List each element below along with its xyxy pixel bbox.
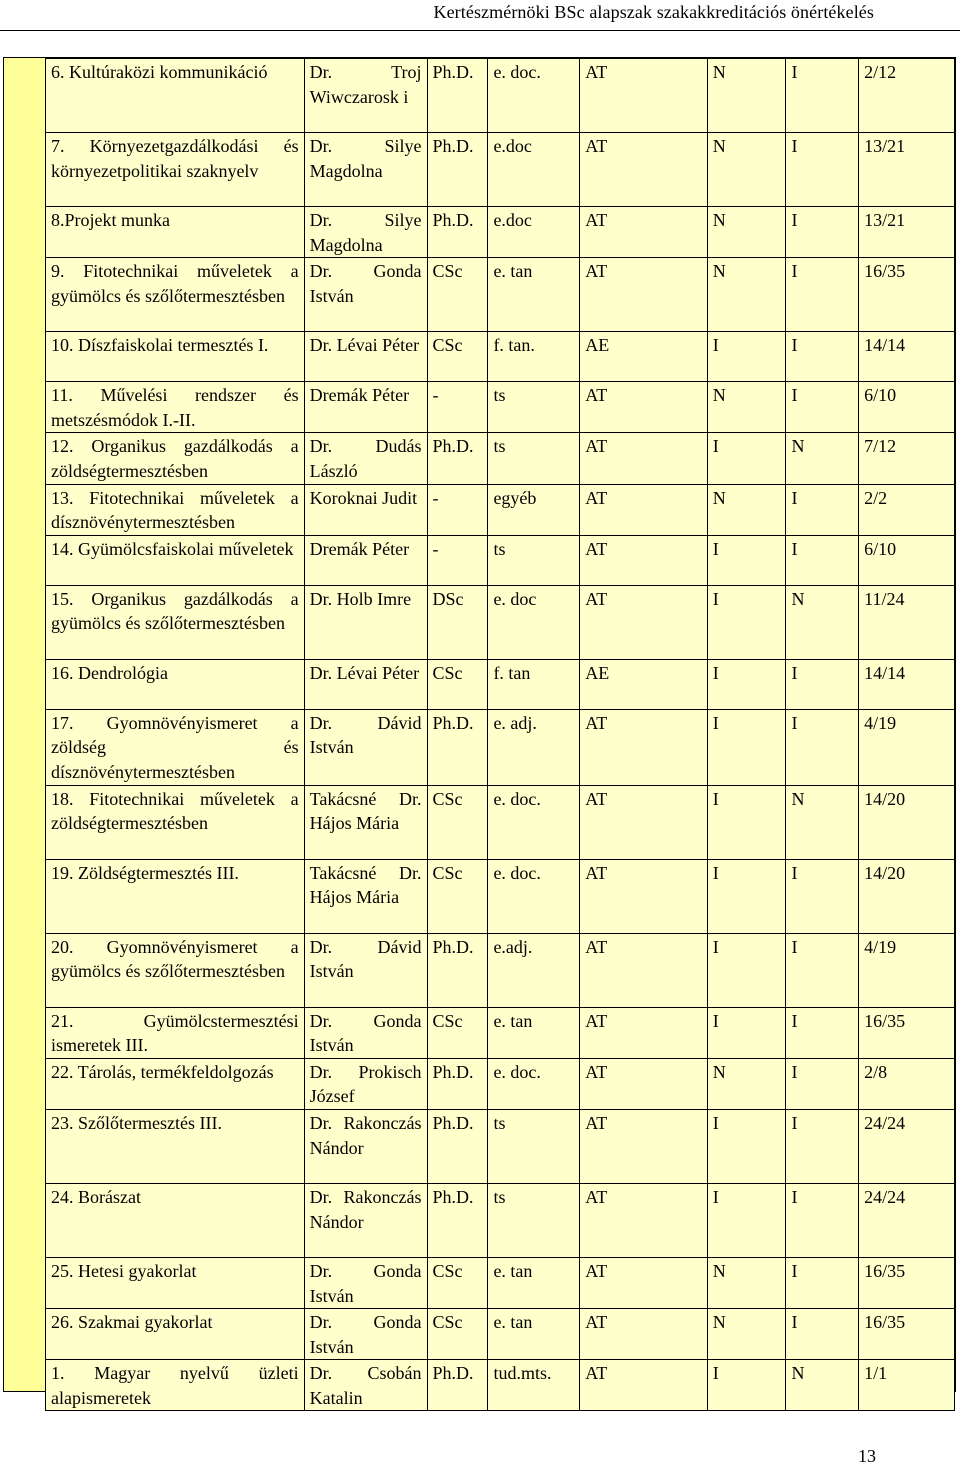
load-cell: 16/35 bbox=[859, 258, 955, 332]
status-cell: AT bbox=[580, 1257, 707, 1308]
teacher-cell: Dr. Silye Magdolna bbox=[304, 207, 427, 258]
flag-cell-a: I bbox=[707, 1183, 786, 1257]
page-number: 13 bbox=[858, 1446, 876, 1466]
position-type-cell: e. tan bbox=[488, 1309, 580, 1360]
flag-cell-a: N bbox=[707, 1257, 786, 1308]
course-cell: 8.Projekt munka bbox=[46, 207, 305, 258]
position-type-cell: e.doc bbox=[488, 207, 580, 258]
status-cell: AT bbox=[580, 785, 707, 859]
table-row bbox=[46, 1257, 955, 1308]
flag-cell-b: I bbox=[786, 1309, 859, 1360]
flag-cell-a: N bbox=[707, 1058, 786, 1109]
table-row bbox=[46, 1058, 955, 1109]
position-type-cell: ts bbox=[488, 1109, 580, 1183]
status-cell: AT bbox=[580, 585, 707, 659]
course-cell: 10. Díszfaiskolai termesztés I. bbox=[46, 332, 305, 382]
degree-cell: - bbox=[427, 484, 488, 535]
status-cell: AT bbox=[580, 207, 707, 258]
course-cell: 20. Gyomnövényismeret a gyümölcs és szőlőtermesztésben bbox=[46, 933, 305, 1007]
course-table bbox=[45, 58, 955, 1411]
teacher-cell: Takácsné Dr. Hájos Mária bbox=[304, 785, 427, 859]
course-cell: 12. Organikus gazdálkodás a zöldségtermesztésben bbox=[46, 433, 305, 484]
position-type-cell: e.adj. bbox=[488, 933, 580, 1007]
position-type-cell: e. tan bbox=[488, 1007, 580, 1058]
course-cell: 23. Szőlőtermesztés III. bbox=[46, 1109, 305, 1183]
course-cell: 15. Organikus gazdálkodás a gyümölcs és szőlőtermesztésben bbox=[46, 585, 305, 659]
teacher-cell: Dremák Péter bbox=[304, 382, 427, 433]
course-cell: 21. Gyümölcstermesztési ismeretek III. bbox=[46, 1007, 305, 1058]
flag-cell-b: I bbox=[786, 859, 859, 933]
degree-cell: Ph.D. bbox=[427, 59, 488, 133]
flag-cell-a: I bbox=[707, 1360, 786, 1411]
flag-cell-b: I bbox=[786, 59, 859, 133]
flag-cell-a: I bbox=[707, 332, 786, 382]
flag-cell-b: I bbox=[786, 1058, 859, 1109]
load-cell: 14/20 bbox=[859, 859, 955, 933]
status-cell: AT bbox=[580, 933, 707, 1007]
flag-cell-b: I bbox=[786, 1109, 859, 1183]
position-type-cell: e. doc. bbox=[488, 1058, 580, 1109]
table-row bbox=[46, 207, 955, 258]
degree-cell: - bbox=[427, 535, 488, 585]
degree-cell: CSc bbox=[427, 785, 488, 859]
table-row bbox=[46, 1109, 955, 1183]
flag-cell-a: I bbox=[707, 933, 786, 1007]
teacher-cell: Dr. Lévai Péter bbox=[304, 332, 427, 382]
position-type-cell: f. tan bbox=[488, 659, 580, 709]
teacher-cell: Dr. Gonda István bbox=[304, 1007, 427, 1058]
table-row bbox=[46, 59, 955, 133]
position-type-cell: e. doc. bbox=[488, 785, 580, 859]
flag-cell-b: I bbox=[786, 659, 859, 709]
table-row bbox=[46, 332, 955, 382]
position-type-cell: tud.mts. bbox=[488, 1360, 580, 1411]
flag-cell-a: N bbox=[707, 382, 786, 433]
teacher-cell: Dr. Gonda István bbox=[304, 1309, 427, 1360]
course-cell: 14. Gyümölcsfaiskolai műveletek bbox=[46, 535, 305, 585]
flag-cell-b: I bbox=[786, 709, 859, 785]
position-type-cell: ts bbox=[488, 535, 580, 585]
course-cell: 26. Szakmai gyakorlat bbox=[46, 1309, 305, 1360]
flag-cell-b: I bbox=[786, 258, 859, 332]
course-table-frame bbox=[3, 57, 956, 1408]
degree-cell: CSc bbox=[427, 659, 488, 709]
flag-cell-b: N bbox=[786, 785, 859, 859]
load-cell: 16/35 bbox=[859, 1257, 955, 1308]
table-row bbox=[46, 535, 955, 585]
load-cell: 7/12 bbox=[859, 433, 955, 484]
flag-cell-b: I bbox=[786, 1183, 859, 1257]
flag-cell-b: I bbox=[786, 133, 859, 207]
teacher-cell: Dr. Dávid István bbox=[304, 933, 427, 1007]
status-cell: AT bbox=[580, 859, 707, 933]
degree-cell: Ph.D. bbox=[427, 1360, 488, 1411]
degree-cell: Ph.D. bbox=[427, 709, 488, 785]
degree-cell: Ph.D. bbox=[427, 1183, 488, 1257]
load-cell: 14/20 bbox=[859, 785, 955, 859]
teacher-cell: Koroknai Judit bbox=[304, 484, 427, 535]
status-cell: AT bbox=[580, 1007, 707, 1058]
status-cell: AT bbox=[580, 1058, 707, 1109]
table-row bbox=[46, 133, 955, 207]
table-row bbox=[46, 484, 955, 535]
load-cell: 24/24 bbox=[859, 1183, 955, 1257]
position-type-cell: ts bbox=[488, 1183, 580, 1257]
position-type-cell: egyéb bbox=[488, 484, 580, 535]
flag-cell-a: N bbox=[707, 484, 786, 535]
course-cell: 22. Tárolás, termékfeldolgozás bbox=[46, 1058, 305, 1109]
load-cell: 2/12 bbox=[859, 59, 955, 133]
degree-cell: CSc bbox=[427, 332, 488, 382]
degree-cell: Ph.D. bbox=[427, 207, 488, 258]
status-cell: AT bbox=[580, 382, 707, 433]
table-row bbox=[46, 709, 955, 785]
teacher-cell: Dr. Gonda István bbox=[304, 258, 427, 332]
load-cell: 16/35 bbox=[859, 1007, 955, 1058]
course-cell: 16. Dendrológia bbox=[46, 659, 305, 709]
position-type-cell: ts bbox=[488, 433, 580, 484]
flag-cell-b: N bbox=[786, 1360, 859, 1411]
flag-cell-a: N bbox=[707, 1309, 786, 1360]
course-cell: 25. Hetesi gyakorlat bbox=[46, 1257, 305, 1308]
degree-cell: Ph.D. bbox=[427, 1109, 488, 1183]
teacher-cell: Dr. Dávid István bbox=[304, 709, 427, 785]
flag-cell-b: I bbox=[786, 933, 859, 1007]
flag-cell-a: I bbox=[707, 659, 786, 709]
table-row bbox=[46, 659, 955, 709]
status-cell: AT bbox=[580, 1109, 707, 1183]
load-cell: 2/8 bbox=[859, 1058, 955, 1109]
course-cell: 1. Magyar nyelvű üzleti alapismeretek bbox=[46, 1360, 305, 1411]
position-type-cell: ts bbox=[488, 382, 580, 433]
teacher-cell: Dr. Csobán Katalin bbox=[304, 1360, 427, 1411]
status-cell: AT bbox=[580, 258, 707, 332]
flag-cell-b: I bbox=[786, 207, 859, 258]
flag-cell-b: N bbox=[786, 433, 859, 484]
flag-cell-a: I bbox=[707, 709, 786, 785]
flag-cell-a: N bbox=[707, 133, 786, 207]
teacher-cell: Dr. Prokisch József bbox=[304, 1058, 427, 1109]
table-row bbox=[46, 1183, 955, 1257]
course-cell: 7. Környezetgazdálkodási és környezetpolitikai szaknyelv bbox=[46, 133, 305, 207]
position-type-cell: e. tan bbox=[488, 258, 580, 332]
position-type-cell: e. doc. bbox=[488, 859, 580, 933]
load-cell: 11/24 bbox=[859, 585, 955, 659]
load-cell: 14/14 bbox=[859, 332, 955, 382]
flag-cell-a: N bbox=[707, 207, 786, 258]
teacher-cell: Dremák Péter bbox=[304, 535, 427, 585]
status-cell: AE bbox=[580, 659, 707, 709]
status-cell: AT bbox=[580, 1309, 707, 1360]
degree-cell: CSc bbox=[427, 1309, 488, 1360]
flag-cell-a: N bbox=[707, 258, 786, 332]
degree-cell: Ph.D. bbox=[427, 1058, 488, 1109]
flag-cell-b: I bbox=[786, 1007, 859, 1058]
teacher-cell: Dr. Lévai Péter bbox=[304, 659, 427, 709]
flag-cell-b: I bbox=[786, 1257, 859, 1308]
teacher-cell: Dr. Holb Imre bbox=[304, 585, 427, 659]
flag-cell-a: I bbox=[707, 535, 786, 585]
degree-cell: Ph.D. bbox=[427, 933, 488, 1007]
degree-cell: Ph.D. bbox=[427, 433, 488, 484]
course-cell: 9. Fitotechnikai műveletek a gyümölcs és szőlőtermesztésben bbox=[46, 258, 305, 332]
status-cell: AT bbox=[580, 59, 707, 133]
degree-cell: CSc bbox=[427, 258, 488, 332]
course-cell: 11. Művelési rendszer és metszésmódok I.-II. bbox=[46, 382, 305, 433]
course-cell: 13. Fitotechnikai műveletek a dísznövénytermesztésben bbox=[46, 484, 305, 535]
flag-cell-b: I bbox=[786, 332, 859, 382]
flag-cell-a: I bbox=[707, 433, 786, 484]
position-type-cell: e.doc bbox=[488, 133, 580, 207]
degree-cell: CSc bbox=[427, 1257, 488, 1308]
status-cell: AT bbox=[580, 484, 707, 535]
flag-cell-b: I bbox=[786, 535, 859, 585]
load-cell: 14/14 bbox=[859, 659, 955, 709]
teacher-cell: Dr. Dudás László bbox=[304, 433, 427, 484]
course-cell: 18. Fitotechnikai műveletek a zöldségtermesztésben bbox=[46, 785, 305, 859]
table-body bbox=[46, 59, 955, 1411]
load-cell: 4/19 bbox=[859, 709, 955, 785]
flag-cell-a: I bbox=[707, 859, 786, 933]
flag-cell-a: I bbox=[707, 785, 786, 859]
load-cell: 2/2 bbox=[859, 484, 955, 535]
teacher-cell: Dr. Silye Magdolna bbox=[304, 133, 427, 207]
status-cell: AT bbox=[580, 535, 707, 585]
teacher-cell: Takácsné Dr. Hájos Mária bbox=[304, 859, 427, 933]
position-type-cell: e. tan bbox=[488, 1257, 580, 1308]
load-cell: 16/35 bbox=[859, 1309, 955, 1360]
load-cell: 13/21 bbox=[859, 207, 955, 258]
table-row bbox=[46, 933, 955, 1007]
flag-cell-a: I bbox=[707, 1007, 786, 1058]
degree-cell: CSc bbox=[427, 1007, 488, 1058]
flag-cell-a: I bbox=[707, 1109, 786, 1183]
course-cell: 19. Zöldségtermesztés III. bbox=[46, 859, 305, 933]
table-row bbox=[46, 859, 955, 933]
position-type-cell: e. adj. bbox=[488, 709, 580, 785]
load-cell: 6/10 bbox=[859, 535, 955, 585]
degree-cell: - bbox=[427, 382, 488, 433]
status-cell: AT bbox=[580, 133, 707, 207]
table-row bbox=[46, 785, 955, 859]
position-type-cell: f. tan. bbox=[488, 332, 580, 382]
status-cell: AT bbox=[580, 1183, 707, 1257]
teacher-cell: Dr. Gonda István bbox=[304, 1257, 427, 1308]
degree-cell: DSc bbox=[427, 585, 488, 659]
table-row bbox=[46, 1309, 955, 1360]
table-row bbox=[46, 382, 955, 433]
status-cell: AT bbox=[580, 433, 707, 484]
header-rule bbox=[0, 30, 960, 31]
load-cell: 1/1 bbox=[859, 1360, 955, 1411]
table-row bbox=[46, 1007, 955, 1058]
teacher-cell: Dr. Troj Wiwczarosk i bbox=[304, 59, 427, 133]
flag-cell-b: I bbox=[786, 484, 859, 535]
course-cell: 24. Borászat bbox=[46, 1183, 305, 1257]
position-type-cell: e. doc bbox=[488, 585, 580, 659]
status-cell: AE bbox=[580, 332, 707, 382]
table-row bbox=[46, 258, 955, 332]
table-row bbox=[46, 1360, 955, 1411]
flag-cell-a: N bbox=[707, 59, 786, 133]
course-cell: 6. Kultúraközi kommunikáció bbox=[46, 59, 305, 133]
status-cell: AT bbox=[580, 709, 707, 785]
table-row bbox=[46, 585, 955, 659]
load-cell: 24/24 bbox=[859, 1109, 955, 1183]
flag-cell-b: N bbox=[786, 585, 859, 659]
degree-cell: CSc bbox=[427, 859, 488, 933]
teacher-cell: Dr. Rakonczás Nándor bbox=[304, 1183, 427, 1257]
load-cell: 4/19 bbox=[859, 933, 955, 1007]
load-cell: 13/21 bbox=[859, 133, 955, 207]
left-shaded-column bbox=[4, 58, 46, 1391]
page-header: Kertészmérnöki BSc alapszak szakakkreditációs önértékelés bbox=[433, 2, 874, 22]
flag-cell-a: I bbox=[707, 585, 786, 659]
flag-cell-b: I bbox=[786, 382, 859, 433]
course-cell: 17. Gyomnövényismeret a zöldség és dísznövénytermesztésben bbox=[46, 709, 305, 785]
table-row bbox=[46, 433, 955, 484]
degree-cell: Ph.D. bbox=[427, 133, 488, 207]
load-cell: 6/10 bbox=[859, 382, 955, 433]
teacher-cell: Dr. Rakonczás Nándor bbox=[304, 1109, 427, 1183]
position-type-cell: e. doc. bbox=[488, 59, 580, 133]
status-cell: AT bbox=[580, 1360, 707, 1411]
